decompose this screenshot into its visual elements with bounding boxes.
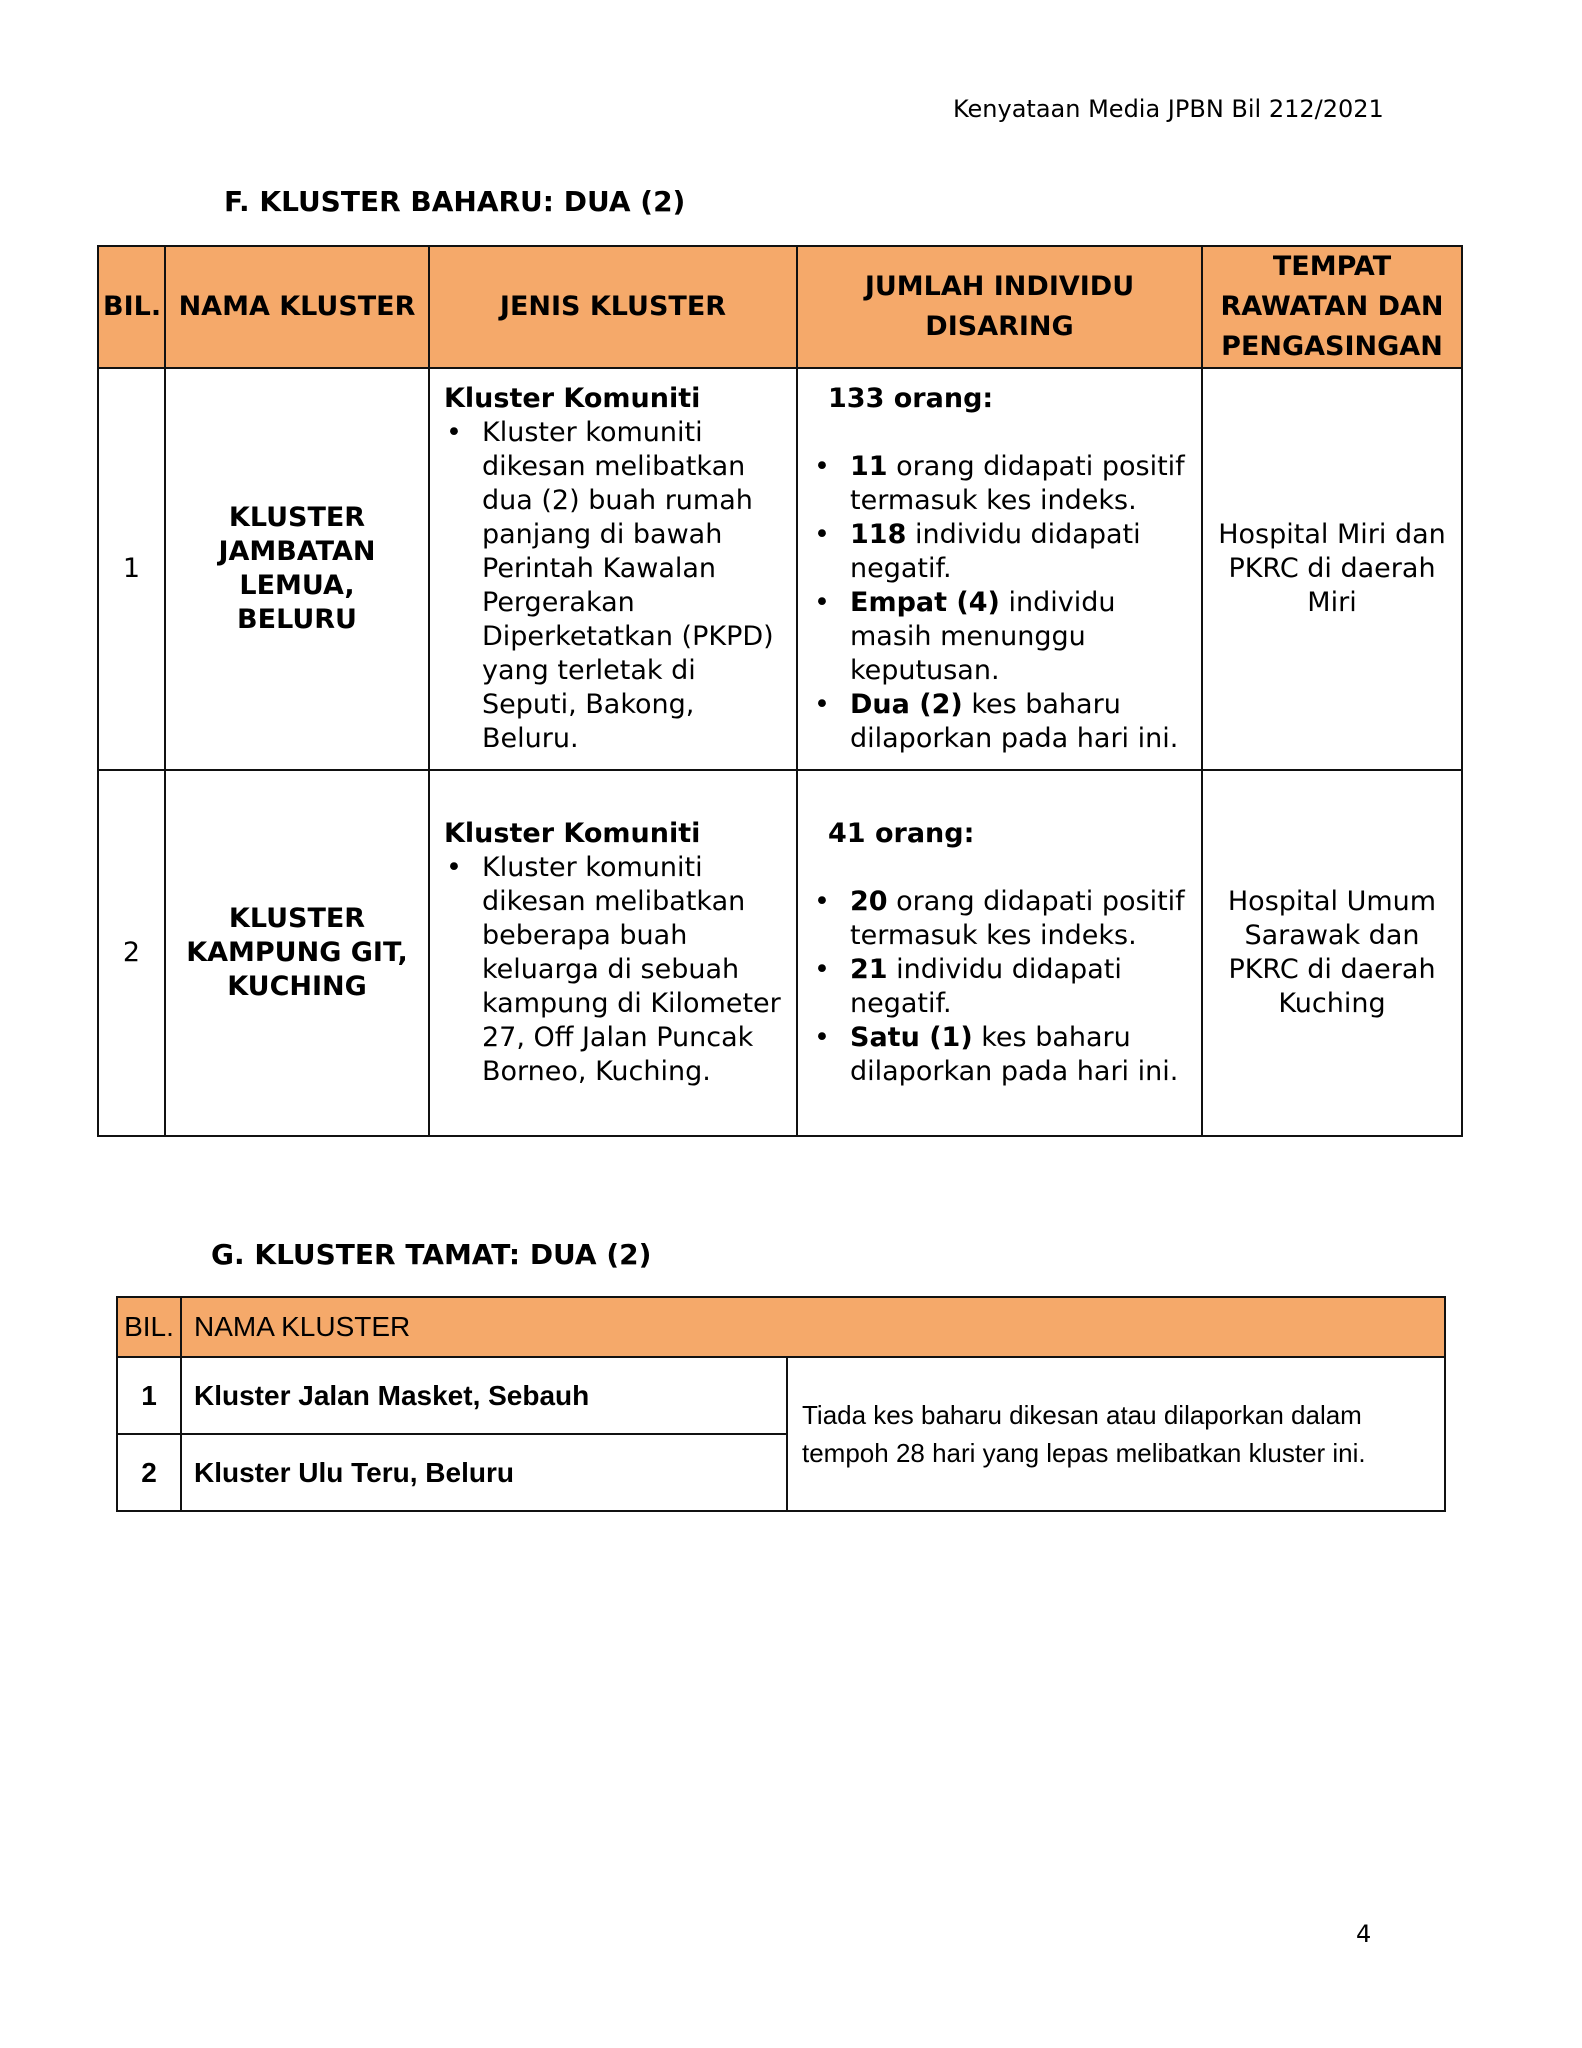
ended-clusters-table (116, 1296, 1446, 1512)
table-header-row (117, 1297, 1445, 1357)
cluster-type-title: Kluster Komuniti (444, 818, 701, 849)
new-clusters-table (97, 245, 1463, 1137)
list-item: • Dua (2) kes baharu dilaporkan pada hari ini. (850, 688, 1191, 756)
screening-total-cell (797, 770, 1202, 1136)
header-tempat-rawatan: TEMPAT RAWATAN DAN PENGASINGAN (1202, 246, 1462, 368)
list-item: • Empat (4) individu masih menunggu keputusan. (850, 586, 1191, 688)
row-number: 2 (117, 1434, 181, 1511)
header-nama-kluster: NAMA KLUSTER (181, 1297, 1445, 1357)
header-nama-kluster: NAMA KLUSTER (165, 246, 429, 368)
section-g-title: G. KLUSTER TAMAT: DUA (2) (211, 1238, 652, 1271)
cluster-name: KLUSTER JAMBATAN LEMUA, BELURU (165, 368, 429, 770)
cluster-type-cell (429, 368, 797, 770)
cluster-name: Kluster Jalan Masket, Sebauh (181, 1357, 787, 1434)
cluster-name: Kluster Ulu Teru, Beluru (181, 1434, 787, 1511)
list-item: • 118 individu didapati negatif. (850, 518, 1191, 586)
page-number: 4 (1356, 1920, 1372, 1948)
screening-total-cell (797, 368, 1202, 770)
screening-total: 133 orang: (828, 383, 994, 414)
section-f-title: F. KLUSTER BAHARU: DUA (2) (224, 185, 686, 218)
header-jenis-kluster: JENIS KLUSTER (429, 246, 797, 368)
ended-clusters-note: Tiada kes baharu dikesan atau dilaporkan dalam tempoh 28 hari yang lepas melibatkan kluster ini. (787, 1357, 1445, 1511)
list-item: • Satu (1) kes baharu dilaporkan pada hari ini. (850, 1021, 1191, 1089)
header-bil: BIL. (98, 246, 165, 368)
row-number: 1 (117, 1357, 181, 1434)
list-item: • 20 orang didapati positif termasuk kes indeks. (850, 885, 1191, 953)
list-item: • 21 individu didapati negatif. (850, 953, 1191, 1021)
treatment-location: Hospital Miri dan PKRC di daerah Miri (1202, 368, 1462, 770)
row-number: 1 (98, 368, 165, 770)
cluster-type-description: • Kluster komuniti dikesan melibatkan beberapa buah keluarga di sebuah kampung di Kilometer 27, Off Jalan Puncak Borneo, Kuching. (482, 851, 782, 1089)
cluster-name: KLUSTER KAMPUNG GIT, KUCHING (165, 770, 429, 1136)
cluster-type-cell (429, 770, 797, 1136)
cluster-type-description: • Kluster komuniti dikesan melibatkan dua (2) buah rumah panjang di bawah Perintah Kawalan Pergerakan Diperketatkan (PKPD) yang terletak di Seputi, Bakong, Beluru. (482, 416, 782, 756)
table-row (117, 1357, 1445, 1434)
header-jumlah-individu: JUMLAH INDIVIDU DISARING (797, 246, 1202, 368)
list-item: • 11 orang didapati positif termasuk kes indeks. (850, 450, 1191, 518)
row-number: 2 (98, 770, 165, 1136)
header-bil: BIL. (117, 1297, 181, 1357)
screening-total: 41 orang: (828, 818, 975, 849)
table-row (98, 770, 1462, 1136)
table-row (98, 368, 1462, 770)
table-header-row (98, 246, 1462, 368)
cluster-type-title: Kluster Komuniti (444, 383, 701, 414)
document-reference: Kenyataan Media JPBN Bil 212/2021 (953, 95, 1384, 123)
treatment-location: Hospital Umum Sarawak dan PKRC di daerah Kuching (1202, 770, 1462, 1136)
